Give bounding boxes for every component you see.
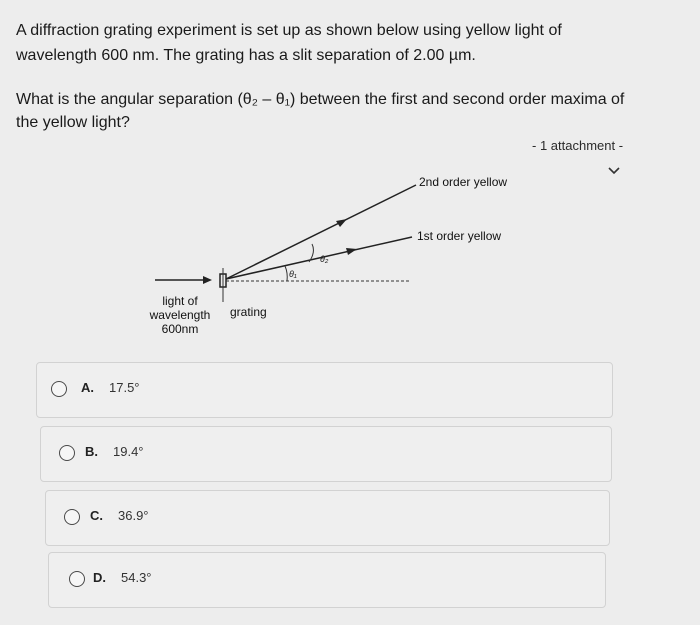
- attachment-toggle[interactable]: - 1 attachment -: [532, 138, 624, 153]
- light-label-line1: light of: [162, 294, 198, 308]
- radio-button[interactable]: [64, 509, 80, 525]
- option-value: 36.9°: [118, 508, 149, 523]
- option-value: 17.5°: [109, 380, 140, 395]
- theta1-arc: [285, 266, 287, 281]
- grating: [220, 268, 226, 302]
- question-prompt: What is the angular separation (θ₂ – θ₁) between the first and second order maxima of the yellow light?: [16, 91, 625, 131]
- radio-button[interactable]: [69, 571, 85, 587]
- option-letter: D.: [93, 570, 106, 585]
- incoming-light-arrow: [155, 276, 212, 284]
- second-order-label: 2nd order yellow: [419, 175, 508, 189]
- option-d[interactable]: [48, 552, 606, 608]
- first-order-label: 1st order yellow: [417, 229, 502, 243]
- option-c[interactable]: [45, 490, 610, 546]
- theta1-label: θ₁: [289, 269, 297, 279]
- light-label-line2: wavelength: [149, 308, 211, 322]
- option-letter: A.: [81, 380, 94, 395]
- radio-button[interactable]: [51, 381, 67, 397]
- option-a[interactable]: [36, 362, 613, 418]
- grating-label: grating: [230, 305, 267, 319]
- option-letter: B.: [85, 444, 98, 459]
- question-text: A diffraction grating experiment is set up as shown below using yellow light of wavelength 600 nm. The grating has a slit separation of 2.00 µm.: [16, 22, 562, 64]
- light-label-line3: 600nm: [161, 322, 199, 336]
- option-value: 19.4°: [113, 444, 144, 459]
- first-order-ray: [226, 237, 412, 279]
- second-order-ray: [226, 185, 416, 279]
- option-letter: C.: [90, 508, 103, 523]
- option-b[interactable]: [40, 426, 612, 482]
- radio-button[interactable]: [59, 445, 75, 461]
- theta2-label: θ₂: [320, 254, 329, 264]
- option-value: 54.3°: [121, 570, 152, 585]
